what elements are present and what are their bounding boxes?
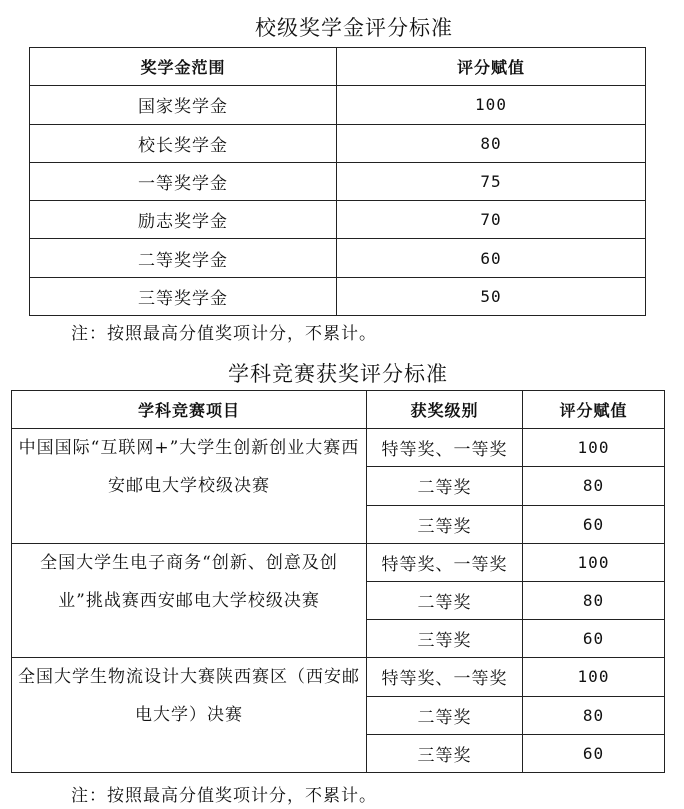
scholarship-table-title: 校级奖学金评分标准 — [255, 16, 453, 40]
score-value: 100 — [523, 543, 665, 581]
score-value: 60 — [337, 239, 646, 277]
scholarship-score-table — [29, 47, 646, 316]
score-value: 50 — [337, 277, 646, 315]
table-row — [12, 543, 665, 581]
competition-project-name: 全国大学生物流设计大赛陕西赛区（西安邮电大学）决赛 — [12, 658, 367, 773]
score-value: 75 — [337, 162, 646, 200]
score-value: 80 — [337, 124, 646, 162]
award-level: 三等奖 — [367, 620, 523, 658]
competition-table-title: 学科竞赛获奖评分标准 — [228, 362, 448, 386]
scholarship-name: 二等奖学金 — [30, 239, 337, 277]
award-level: 特等奖、一等奖 — [367, 658, 523, 696]
scholarship-name: 校长奖学金 — [30, 124, 337, 162]
table-row — [30, 277, 646, 315]
scholarship-name: 励志奖学金 — [30, 201, 337, 239]
award-level: 二等奖 — [367, 581, 523, 619]
award-level: 二等奖 — [367, 696, 523, 734]
scholarship-note: 注：按照最高分值奖项计分，不累计。 — [71, 324, 377, 344]
score-value: 80 — [523, 581, 665, 619]
score-value: 80 — [523, 467, 665, 505]
table-row — [30, 86, 646, 124]
table-header-row — [30, 48, 646, 86]
column-header-score: 评分赋值 — [337, 48, 646, 86]
award-level: 二等奖 — [367, 467, 523, 505]
score-value: 100 — [523, 429, 665, 467]
table-row — [30, 201, 646, 239]
scholarship-name: 三等奖学金 — [30, 277, 337, 315]
column-header-score: 评分赋值 — [523, 391, 665, 429]
table-row — [12, 429, 665, 467]
scholarship-name: 一等奖学金 — [30, 162, 337, 200]
scholarship-name: 国家奖学金 — [30, 86, 337, 124]
award-level: 三等奖 — [367, 505, 523, 543]
score-value: 100 — [523, 658, 665, 696]
table-row — [30, 239, 646, 277]
table-row — [30, 124, 646, 162]
award-level: 三等奖 — [367, 734, 523, 772]
competition-score-table — [11, 390, 665, 773]
award-level: 特等奖、一等奖 — [367, 429, 523, 467]
competition-project-name: 中国国际“互联网+”大学生创新创业大赛西安邮电大学校级决赛 — [12, 429, 367, 544]
column-header-scholarship-range: 奖学金范围 — [30, 48, 337, 86]
table-header-row — [12, 391, 665, 429]
score-value: 60 — [523, 734, 665, 772]
table-row — [30, 162, 646, 200]
score-value: 70 — [337, 201, 646, 239]
award-level: 特等奖、一等奖 — [367, 543, 523, 581]
score-value: 60 — [523, 620, 665, 658]
score-value: 80 — [523, 696, 665, 734]
score-value: 60 — [523, 505, 665, 543]
competition-note: 注：按照最高分值奖项计分，不累计。 — [71, 786, 377, 806]
score-value: 100 — [337, 86, 646, 124]
column-header-award-level: 获奖级别 — [367, 391, 523, 429]
column-header-competition-project: 学科竞赛项目 — [12, 391, 367, 429]
competition-project-name: 全国大学生电子商务“创新、创意及创业”挑战赛西安邮电大学校级决赛 — [12, 543, 367, 658]
table-row — [12, 658, 665, 696]
